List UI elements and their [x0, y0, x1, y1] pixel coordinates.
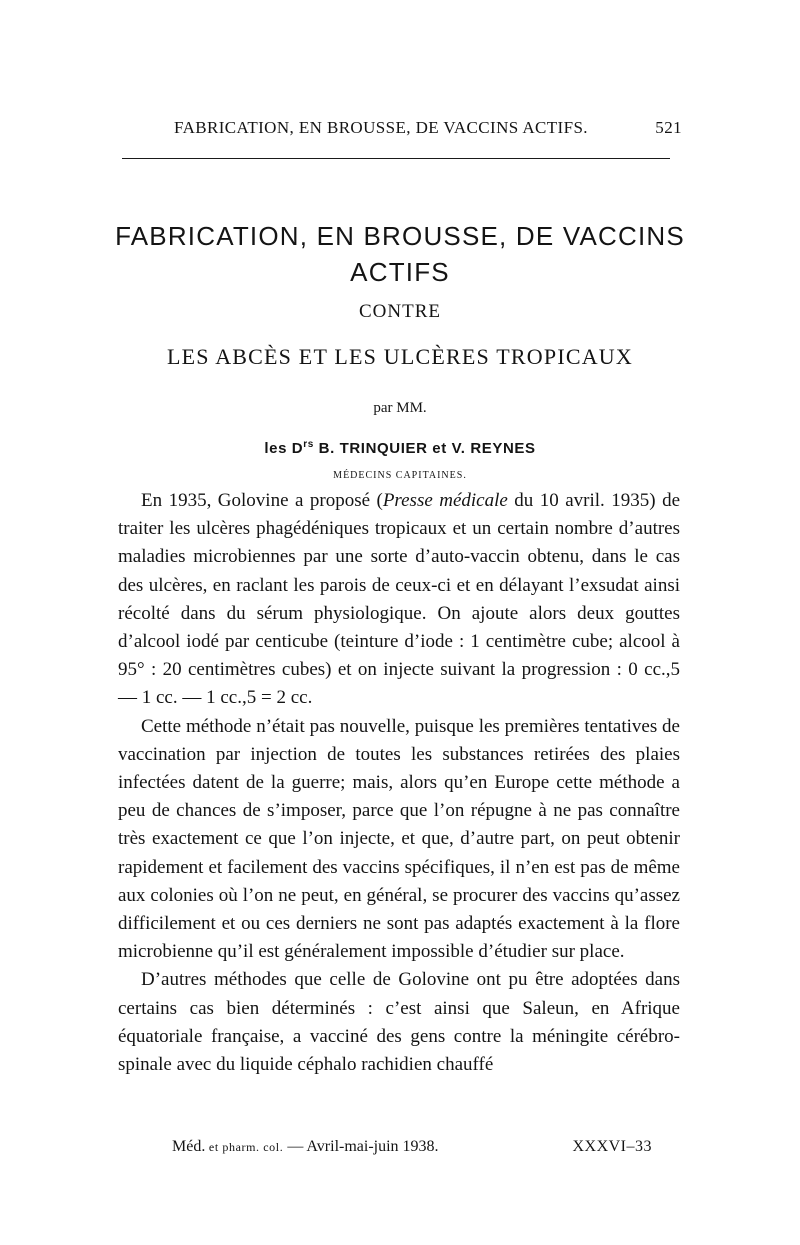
paragraph-2: Cette méthode n’était pas nouvelle, puisque les premières tentatives de vaccination par injection de toutes les substances retirées des plaies infectées datent de la guerre; mais, alors qu’en Europe cette méthode a peu de chances de s’imposer, parce que l’on répugne à ne pas connaître très exactement ce que l’on injecte, et que, d’autre part, on peut obtenir rapidement et facilement des vaccins spécifiques, il n’en est pas de même aux colonies où l’on ne peut, en général, se procurer des vaccins qu’assez difficilement et ou ces derniers ne sont pas adaptés exactement à la flore microbienne qu’il est généralement impossible d’étudier sur place. [118, 715, 680, 963]
header-rule [122, 158, 670, 159]
article-body [118, 487, 680, 1079]
article-title-line-2: CONTRE [359, 301, 441, 322]
running-head [122, 118, 682, 144]
authors [100, 434, 700, 460]
paragraph-1-rest: du 10 avril. 1935) de traiter les ulcères phagédéniques tropicaux et un certain nombre d’autres maladies microbiennes par une sorte d’auto-vaccin obtenu, dans le cas des ulcères, en raclant les parois de ceux-ci et en délayant l’exsudat ainsi récolté dans du sérum physiologique. On ajoute alors deux gouttes d’alcool iodé par centicube (teinture d’iode : 1 centimètre cube; alcool à 95° : 20 centimètres cubes) et on injecte suivant la progression : 0 cc.,5 — 1 cc. — 1 cc.,5 = 2 cc. [118, 490, 680, 709]
article-title-line-1: FABRICATION, EN BROUSSE, DE VACCINS ACTIFS [115, 221, 685, 287]
paragraph-1-start: En 1935, Golovine a proposé ( [141, 490, 383, 511]
footer-journal-smallcaps: et pharm. col. [205, 1140, 284, 1154]
authors-names: B. TRINQUIER et V. REYNES [313, 440, 536, 457]
page-footer [172, 1138, 652, 1162]
authors-role: MÉDECINS CAPITAINES. [333, 470, 467, 481]
authors-prefix-superscript: rs [303, 439, 314, 450]
footer-journal-abbrev: Méd. [172, 1138, 206, 1155]
authors-prefix: les D [264, 440, 304, 457]
paragraph-1 [118, 487, 680, 713]
byline: par MM. [373, 400, 427, 416]
footer-date: — Avril-mai-juin 1938. [283, 1138, 439, 1155]
paragraph-3: D’autres méthodes que celle de Golovine ont pu être adoptées dans certains cas bien déterminés : c’est ainsi que Saleun, en Afrique équatoriale française, a vacciné des gens contre la méningite cérébro-spinale avec du liquide céphalo rachidien chauffé [118, 969, 680, 1076]
running-head-title: FABRICATION, EN BROUSSE, DE VACCINS ACTIFS. [174, 118, 588, 137]
footer-journal [172, 1138, 439, 1156]
page-number: 521 [655, 118, 682, 137]
paragraph-1-journal-italic: Presse médicale [382, 490, 508, 511]
footer-signature: XXXVI–33 [572, 1138, 652, 1155]
article-title-block [100, 218, 700, 484]
article-title-line-3: LES ABCÈS ET LES ULCÈRES TROPICAUX [167, 344, 633, 369]
